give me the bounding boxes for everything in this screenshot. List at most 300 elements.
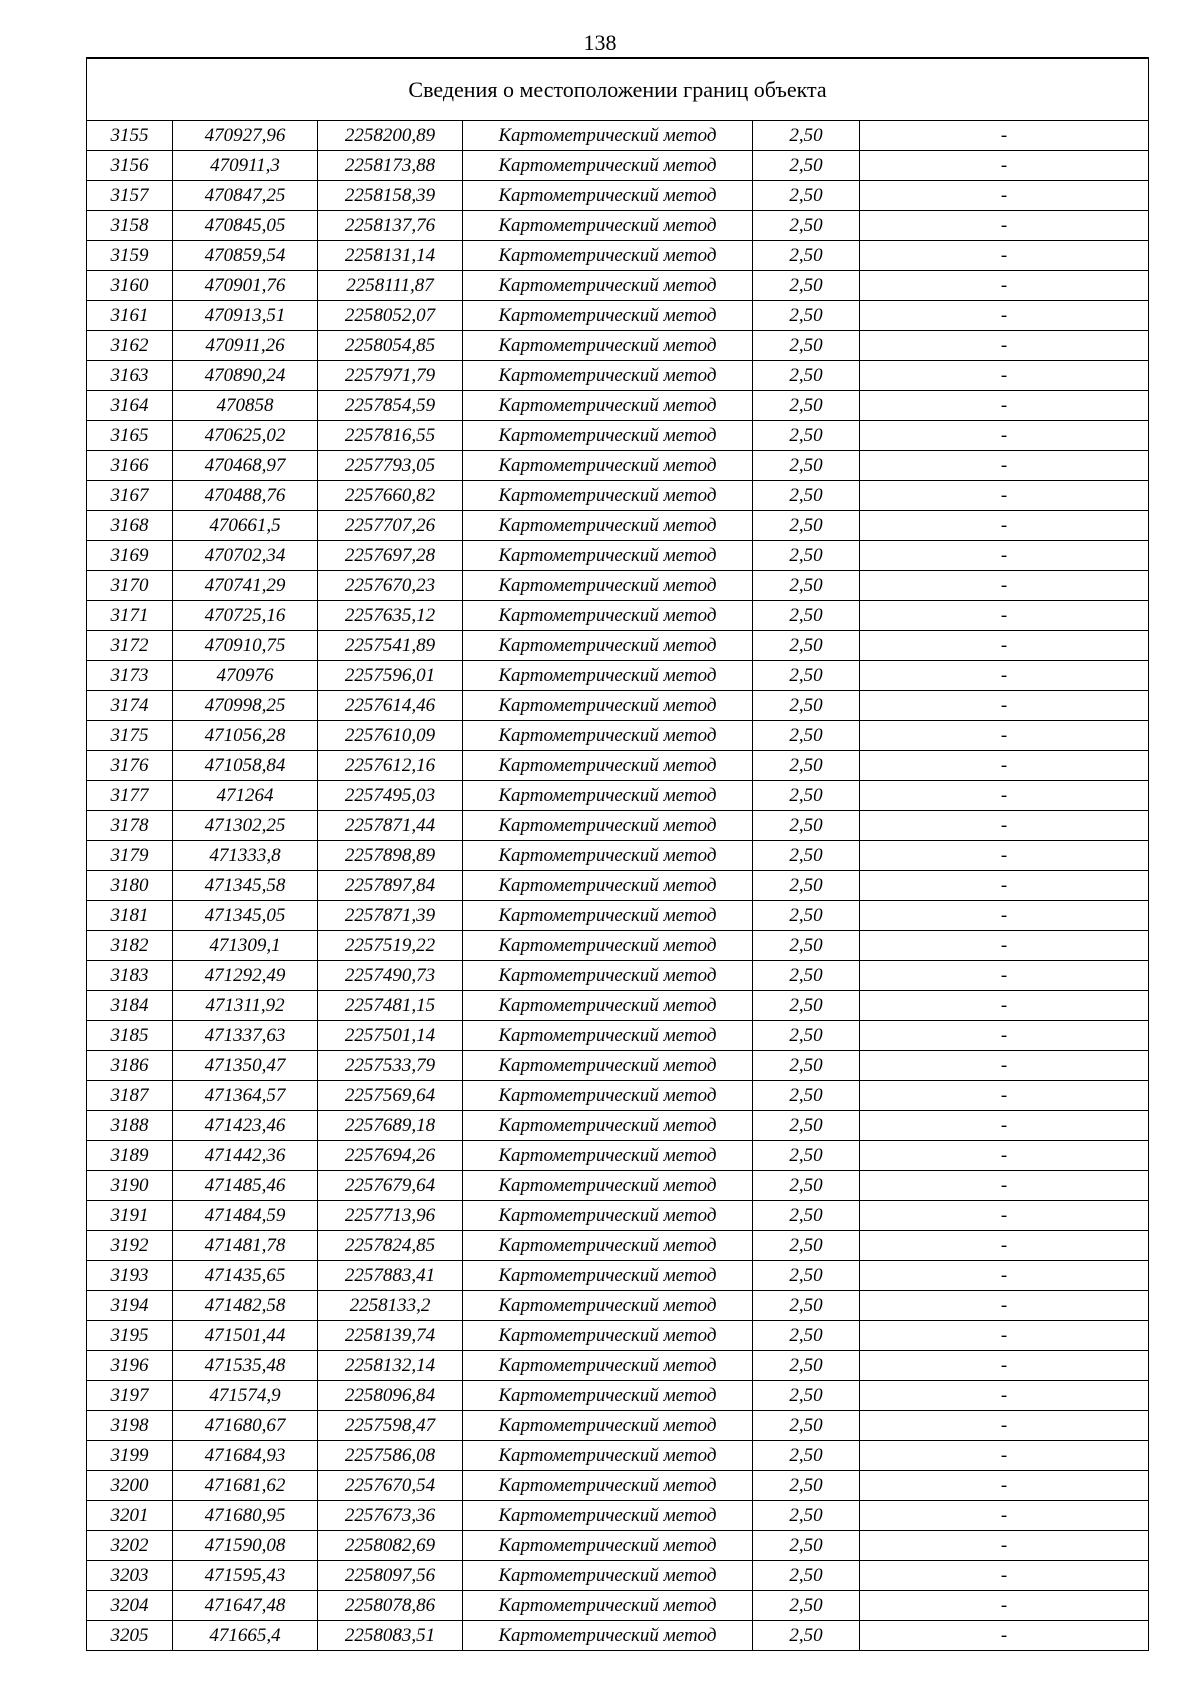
description-cell: -	[860, 331, 1149, 361]
y-coordinate-cell: 2258200,89	[318, 121, 463, 151]
table-row	[87, 211, 1149, 241]
method-cell: Картометрический метод	[463, 1591, 753, 1621]
accuracy-cell: 2,50	[753, 1321, 860, 1351]
table-row	[87, 1501, 1149, 1531]
y-coordinate-cell: 2257610,09	[318, 721, 463, 751]
point-number-cell: 3201	[87, 1501, 173, 1531]
description-cell: -	[860, 1021, 1149, 1051]
y-coordinate-cell: 2257670,23	[318, 571, 463, 601]
method-cell: Картометрический метод	[463, 1021, 753, 1051]
table-row	[87, 271, 1149, 301]
description-cell: -	[860, 1171, 1149, 1201]
y-coordinate-cell: 2257533,79	[318, 1051, 463, 1081]
accuracy-cell: 2,50	[753, 1441, 860, 1471]
table-row	[87, 661, 1149, 691]
table-row	[87, 1201, 1149, 1231]
method-cell: Картометрический метод	[463, 901, 753, 931]
method-cell: Картометрический метод	[463, 301, 753, 331]
x-coordinate-cell: 470859,54	[173, 241, 318, 271]
x-coordinate-cell: 471337,63	[173, 1021, 318, 1051]
x-coordinate-cell: 471435,65	[173, 1261, 318, 1291]
y-coordinate-cell: 2257824,85	[318, 1231, 463, 1261]
table-body	[87, 58, 1149, 1651]
x-coordinate-cell: 471574,9	[173, 1381, 318, 1411]
table-row	[87, 961, 1149, 991]
method-cell: Картометрический метод	[463, 1141, 753, 1171]
x-coordinate-cell: 471482,58	[173, 1291, 318, 1321]
point-number-cell: 3157	[87, 181, 173, 211]
accuracy-cell: 2,50	[753, 1351, 860, 1381]
y-coordinate-cell: 2257569,64	[318, 1081, 463, 1111]
table-row	[87, 1261, 1149, 1291]
x-coordinate-cell: 471590,08	[173, 1531, 318, 1561]
y-coordinate-cell: 2258131,14	[318, 241, 463, 271]
y-coordinate-cell: 2257816,55	[318, 421, 463, 451]
y-coordinate-cell: 2258111,87	[318, 271, 463, 301]
accuracy-cell: 2,50	[753, 661, 860, 691]
y-coordinate-cell: 2257519,22	[318, 931, 463, 961]
method-cell: Картометрический метод	[463, 631, 753, 661]
accuracy-cell: 2,50	[753, 961, 860, 991]
method-cell: Картометрический метод	[463, 361, 753, 391]
y-coordinate-cell: 2257689,18	[318, 1111, 463, 1141]
point-number-cell: 3192	[87, 1231, 173, 1261]
y-coordinate-cell: 2257501,14	[318, 1021, 463, 1051]
page-number: 138	[583, 30, 617, 55]
y-coordinate-cell: 2258139,74	[318, 1321, 463, 1351]
point-number-cell: 3197	[87, 1381, 173, 1411]
method-cell: Картометрический метод	[463, 1291, 753, 1321]
accuracy-cell: 2,50	[753, 331, 860, 361]
table-row	[87, 841, 1149, 871]
table-row	[87, 301, 1149, 331]
method-cell: Картометрический метод	[463, 1621, 753, 1651]
method-cell: Картометрический метод	[463, 481, 753, 511]
description-cell: -	[860, 181, 1149, 211]
accuracy-cell: 2,50	[753, 181, 860, 211]
description-cell: -	[860, 391, 1149, 421]
description-cell: -	[860, 1561, 1149, 1591]
y-coordinate-cell: 2257713,96	[318, 1201, 463, 1231]
table-row	[87, 1111, 1149, 1141]
description-cell: -	[860, 1621, 1149, 1651]
description-cell: -	[860, 271, 1149, 301]
accuracy-cell: 2,50	[753, 1591, 860, 1621]
description-cell: -	[860, 691, 1149, 721]
point-number-cell: 3173	[87, 661, 173, 691]
y-coordinate-cell: 2257660,82	[318, 481, 463, 511]
point-number-cell: 3168	[87, 511, 173, 541]
y-coordinate-cell: 2258132,14	[318, 1351, 463, 1381]
x-coordinate-cell: 470468,97	[173, 451, 318, 481]
table-row	[87, 241, 1149, 271]
x-coordinate-cell: 471681,62	[173, 1471, 318, 1501]
point-number-cell: 3181	[87, 901, 173, 931]
y-coordinate-cell: 2257679,64	[318, 1171, 463, 1201]
point-number-cell: 3190	[87, 1171, 173, 1201]
y-coordinate-cell: 2257612,16	[318, 751, 463, 781]
point-number-cell: 3177	[87, 781, 173, 811]
description-cell: -	[860, 1411, 1149, 1441]
method-cell: Картометрический метод	[463, 391, 753, 421]
table-row	[87, 1231, 1149, 1261]
point-number-cell: 3189	[87, 1141, 173, 1171]
description-cell: -	[860, 1501, 1149, 1531]
method-cell: Картометрический метод	[463, 421, 753, 451]
x-coordinate-cell: 470927,96	[173, 121, 318, 151]
table-row	[87, 631, 1149, 661]
table-row	[87, 1171, 1149, 1201]
description-cell: -	[860, 931, 1149, 961]
x-coordinate-cell: 470911,26	[173, 331, 318, 361]
y-coordinate-cell: 2257694,26	[318, 1141, 463, 1171]
description-cell: -	[860, 1321, 1149, 1351]
description-cell: -	[860, 811, 1149, 841]
method-cell: Картометрический метод	[463, 1411, 753, 1441]
description-cell: -	[860, 481, 1149, 511]
point-number-cell: 3166	[87, 451, 173, 481]
accuracy-cell: 2,50	[753, 151, 860, 181]
accuracy-cell: 2,50	[753, 421, 860, 451]
table-row	[87, 991, 1149, 1021]
method-cell: Картометрический метод	[463, 241, 753, 271]
description-cell: -	[860, 1201, 1149, 1231]
accuracy-cell: 2,50	[753, 241, 860, 271]
method-cell: Картометрический метод	[463, 691, 753, 721]
y-coordinate-cell: 2257673,36	[318, 1501, 463, 1531]
description-cell: -	[860, 1111, 1149, 1141]
table-row	[87, 451, 1149, 481]
y-coordinate-cell: 2258083,51	[318, 1621, 463, 1651]
x-coordinate-cell: 471501,44	[173, 1321, 318, 1351]
x-coordinate-cell: 471442,36	[173, 1141, 318, 1171]
point-number-cell: 3196	[87, 1351, 173, 1381]
y-coordinate-cell: 2258158,39	[318, 181, 463, 211]
accuracy-cell: 2,50	[753, 481, 860, 511]
y-coordinate-cell: 2257481,15	[318, 991, 463, 1021]
table-row	[87, 811, 1149, 841]
point-number-cell: 3167	[87, 481, 173, 511]
method-cell: Картометрический метод	[463, 661, 753, 691]
table-row	[87, 1561, 1149, 1591]
x-coordinate-cell: 471680,67	[173, 1411, 318, 1441]
description-cell: -	[860, 541, 1149, 571]
x-coordinate-cell: 471535,48	[173, 1351, 318, 1381]
description-cell: -	[860, 1531, 1149, 1561]
table-row	[87, 1411, 1149, 1441]
y-coordinate-cell: 2257635,12	[318, 601, 463, 631]
point-number-cell: 3163	[87, 361, 173, 391]
x-coordinate-cell: 471292,49	[173, 961, 318, 991]
point-number-cell: 3155	[87, 121, 173, 151]
x-coordinate-cell: 470845,05	[173, 211, 318, 241]
y-coordinate-cell: 2257897,84	[318, 871, 463, 901]
description-cell: -	[860, 1591, 1149, 1621]
point-number-cell: 3187	[87, 1081, 173, 1111]
description-cell: -	[860, 1141, 1149, 1171]
x-coordinate-cell: 471311,92	[173, 991, 318, 1021]
method-cell: Картометрический метод	[463, 931, 753, 961]
point-number-cell: 3182	[87, 931, 173, 961]
y-coordinate-cell: 2257871,39	[318, 901, 463, 931]
description-cell: -	[860, 1441, 1149, 1471]
point-number-cell: 3200	[87, 1471, 173, 1501]
table-row	[87, 1381, 1149, 1411]
table-row	[87, 1441, 1149, 1471]
description-cell: -	[860, 1051, 1149, 1081]
y-coordinate-cell: 2258054,85	[318, 331, 463, 361]
description-cell: -	[860, 1291, 1149, 1321]
accuracy-cell: 2,50	[753, 691, 860, 721]
x-coordinate-cell: 470901,76	[173, 271, 318, 301]
y-coordinate-cell: 2257707,26	[318, 511, 463, 541]
description-cell: -	[860, 151, 1149, 181]
x-coordinate-cell: 470858	[173, 391, 318, 421]
accuracy-cell: 2,50	[753, 751, 860, 781]
description-cell: -	[860, 1381, 1149, 1411]
point-number-cell: 3156	[87, 151, 173, 181]
point-number-cell: 3202	[87, 1531, 173, 1561]
x-coordinate-cell: 471264	[173, 781, 318, 811]
table-row	[87, 481, 1149, 511]
point-number-cell: 3198	[87, 1411, 173, 1441]
x-coordinate-cell: 470725,16	[173, 601, 318, 631]
method-cell: Картометрический метод	[463, 961, 753, 991]
table-row	[87, 1291, 1149, 1321]
x-coordinate-cell: 470625,02	[173, 421, 318, 451]
point-number-cell: 3164	[87, 391, 173, 421]
y-coordinate-cell: 2257871,44	[318, 811, 463, 841]
method-cell: Картометрический метод	[463, 781, 753, 811]
method-cell: Картометрический метод	[463, 871, 753, 901]
accuracy-cell: 2,50	[753, 1261, 860, 1291]
table-row	[87, 1531, 1149, 1561]
y-coordinate-cell: 2257898,89	[318, 841, 463, 871]
point-number-cell: 3170	[87, 571, 173, 601]
table-row	[87, 571, 1149, 601]
x-coordinate-cell: 471647,48	[173, 1591, 318, 1621]
y-coordinate-cell: 2257541,89	[318, 631, 463, 661]
description-cell: -	[860, 421, 1149, 451]
table-row	[87, 1141, 1149, 1171]
point-number-cell: 3159	[87, 241, 173, 271]
point-number-cell: 3165	[87, 421, 173, 451]
x-coordinate-cell: 471058,84	[173, 751, 318, 781]
point-number-cell: 3188	[87, 1111, 173, 1141]
point-number-cell: 3179	[87, 841, 173, 871]
y-coordinate-cell: 2258133,2	[318, 1291, 463, 1321]
accuracy-cell: 2,50	[753, 541, 860, 571]
y-coordinate-cell: 2258078,86	[318, 1591, 463, 1621]
accuracy-cell: 2,50	[753, 121, 860, 151]
point-number-cell: 3171	[87, 601, 173, 631]
accuracy-cell: 2,50	[753, 931, 860, 961]
accuracy-cell: 2,50	[753, 1021, 860, 1051]
method-cell: Картометрический метод	[463, 721, 753, 751]
x-coordinate-cell: 471485,46	[173, 1171, 318, 1201]
x-coordinate-cell: 471595,43	[173, 1561, 318, 1591]
y-coordinate-cell: 2257854,59	[318, 391, 463, 421]
accuracy-cell: 2,50	[753, 1141, 860, 1171]
accuracy-cell: 2,50	[753, 1531, 860, 1561]
y-coordinate-cell: 2258137,76	[318, 211, 463, 241]
method-cell: Картометрический метод	[463, 991, 753, 1021]
table-row	[87, 1021, 1149, 1051]
accuracy-cell: 2,50	[753, 901, 860, 931]
y-coordinate-cell: 2258173,88	[318, 151, 463, 181]
method-cell: Картометрический метод	[463, 1201, 753, 1231]
method-cell: Картометрический метод	[463, 1501, 753, 1531]
y-coordinate-cell: 2258052,07	[318, 301, 463, 331]
y-coordinate-cell: 2257670,54	[318, 1471, 463, 1501]
description-cell: -	[860, 1081, 1149, 1111]
description-cell: -	[860, 961, 1149, 991]
x-coordinate-cell: 471684,93	[173, 1441, 318, 1471]
y-coordinate-cell: 2258097,56	[318, 1561, 463, 1591]
point-number-cell: 3194	[87, 1291, 173, 1321]
table-row	[87, 1051, 1149, 1081]
method-cell: Картометрический метод	[463, 1171, 753, 1201]
description-cell: -	[860, 721, 1149, 751]
accuracy-cell: 2,50	[753, 301, 860, 331]
method-cell: Картометрический метод	[463, 121, 753, 151]
point-number-cell: 3162	[87, 331, 173, 361]
accuracy-cell: 2,50	[753, 1171, 860, 1201]
method-cell: Картометрический метод	[463, 331, 753, 361]
x-coordinate-cell: 470913,51	[173, 301, 318, 331]
x-coordinate-cell: 471364,57	[173, 1081, 318, 1111]
description-cell: -	[860, 1231, 1149, 1261]
table-row	[87, 691, 1149, 721]
x-coordinate-cell: 471481,78	[173, 1231, 318, 1261]
x-coordinate-cell: 470847,25	[173, 181, 318, 211]
x-coordinate-cell: 470890,24	[173, 361, 318, 391]
y-coordinate-cell: 2257490,73	[318, 961, 463, 991]
table-row	[87, 121, 1149, 151]
y-coordinate-cell: 2257971,79	[318, 361, 463, 391]
x-coordinate-cell: 471484,59	[173, 1201, 318, 1231]
x-coordinate-cell: 471345,58	[173, 871, 318, 901]
x-coordinate-cell: 471333,8	[173, 841, 318, 871]
accuracy-cell: 2,50	[753, 991, 860, 1021]
accuracy-cell: 2,50	[753, 1201, 860, 1231]
description-cell: -	[860, 451, 1149, 481]
x-coordinate-cell: 470741,29	[173, 571, 318, 601]
point-number-cell: 3185	[87, 1021, 173, 1051]
method-cell: Картометрический метод	[463, 1441, 753, 1471]
description-cell: -	[860, 1351, 1149, 1381]
method-cell: Картометрический метод	[463, 1111, 753, 1141]
point-number-cell: 3175	[87, 721, 173, 751]
description-cell: -	[860, 601, 1149, 631]
accuracy-cell: 2,50	[753, 511, 860, 541]
point-number-cell: 3195	[87, 1321, 173, 1351]
description-cell: -	[860, 991, 1149, 1021]
method-cell: Картометрический метод	[463, 1351, 753, 1381]
point-number-cell: 3161	[87, 301, 173, 331]
accuracy-cell: 2,50	[753, 811, 860, 841]
description-cell: -	[860, 1261, 1149, 1291]
point-number-cell: 3184	[87, 991, 173, 1021]
method-cell: Картометрический метод	[463, 211, 753, 241]
table-row	[87, 901, 1149, 931]
description-cell: -	[860, 661, 1149, 691]
accuracy-cell: 2,50	[753, 1231, 860, 1261]
table-row	[87, 511, 1149, 541]
point-number-cell: 3158	[87, 211, 173, 241]
description-cell: -	[860, 241, 1149, 271]
table-row	[87, 781, 1149, 811]
y-coordinate-cell: 2257697,28	[318, 541, 463, 571]
table-row	[87, 151, 1149, 181]
method-cell: Картометрический метод	[463, 511, 753, 541]
method-cell: Картометрический метод	[463, 601, 753, 631]
y-coordinate-cell: 2257596,01	[318, 661, 463, 691]
y-coordinate-cell: 2258096,84	[318, 1381, 463, 1411]
x-coordinate-cell: 471056,28	[173, 721, 318, 751]
method-cell: Картометрический метод	[463, 1081, 753, 1111]
description-cell: -	[860, 841, 1149, 871]
method-cell: Картометрический метод	[463, 571, 753, 601]
description-cell: -	[860, 121, 1149, 151]
x-coordinate-cell: 470488,76	[173, 481, 318, 511]
description-cell: -	[860, 871, 1149, 901]
x-coordinate-cell: 471680,95	[173, 1501, 318, 1531]
table-row	[87, 721, 1149, 751]
point-number-cell: 3169	[87, 541, 173, 571]
accuracy-cell: 2,50	[753, 1621, 860, 1651]
description-cell: -	[860, 511, 1149, 541]
accuracy-cell: 2,50	[753, 391, 860, 421]
table-row	[87, 421, 1149, 451]
x-coordinate-cell: 471350,47	[173, 1051, 318, 1081]
accuracy-cell: 2,50	[753, 1051, 860, 1081]
point-number-cell: 3203	[87, 1561, 173, 1591]
point-number-cell: 3199	[87, 1441, 173, 1471]
x-coordinate-cell: 470998,25	[173, 691, 318, 721]
description-cell: -	[860, 1471, 1149, 1501]
table-row	[87, 871, 1149, 901]
point-number-cell: 3180	[87, 871, 173, 901]
boundary-coordinates-table	[86, 57, 1149, 1651]
accuracy-cell: 2,50	[753, 451, 860, 481]
point-number-cell: 3186	[87, 1051, 173, 1081]
x-coordinate-cell: 471345,05	[173, 901, 318, 931]
description-cell: -	[860, 361, 1149, 391]
method-cell: Картометрический метод	[463, 451, 753, 481]
method-cell: Картометрический метод	[463, 751, 753, 781]
method-cell: Картометрический метод	[463, 1231, 753, 1261]
point-number-cell: 3172	[87, 631, 173, 661]
table-row	[87, 1321, 1149, 1351]
table-row	[87, 1621, 1149, 1651]
x-coordinate-cell: 471309,1	[173, 931, 318, 961]
x-coordinate-cell: 471302,25	[173, 811, 318, 841]
method-cell: Картометрический метод	[463, 1531, 753, 1561]
y-coordinate-cell: 2257495,03	[318, 781, 463, 811]
accuracy-cell: 2,50	[753, 1111, 860, 1141]
accuracy-cell: 2,50	[753, 631, 860, 661]
table-title-row	[87, 58, 1149, 121]
x-coordinate-cell: 471423,46	[173, 1111, 318, 1141]
table-row	[87, 751, 1149, 781]
point-number-cell: 3174	[87, 691, 173, 721]
method-cell: Картометрический метод	[463, 1321, 753, 1351]
accuracy-cell: 2,50	[753, 721, 860, 751]
accuracy-cell: 2,50	[753, 1291, 860, 1321]
method-cell: Картометрический метод	[463, 1261, 753, 1291]
y-coordinate-cell: 2257793,05	[318, 451, 463, 481]
